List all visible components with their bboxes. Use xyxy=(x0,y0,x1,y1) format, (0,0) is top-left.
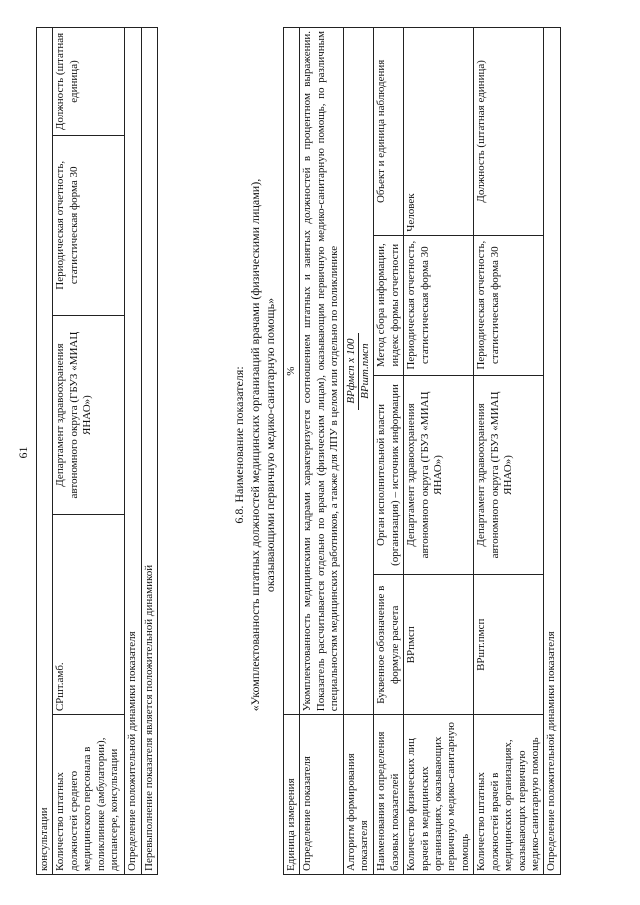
top-row-1-symbol: СРшт.амб. xyxy=(53,515,125,715)
table-row xyxy=(53,28,125,875)
table-row xyxy=(284,28,300,875)
row-b-object: Должность (штатная единица) xyxy=(474,28,544,236)
top-row-1-object: Должность (штатная единица) xyxy=(53,28,125,136)
table-row xyxy=(474,28,544,875)
unit-label: Единица измерения xyxy=(284,715,300,875)
header-symbol: Буквенное обозначение в формуле расчета xyxy=(374,575,404,715)
header-method: Метод сбора информации, индекс формы отчетности xyxy=(374,235,404,375)
unit-value: % xyxy=(284,28,300,715)
row-b-symbol: ВРшт.пмсп xyxy=(474,575,544,715)
row-a-name: Количество физических лиц врачей в медицинских организациях, оказывающих первичную медико-санитарную помощь xyxy=(404,715,474,875)
formula-denominator: ВРшт.пмсп xyxy=(359,343,372,399)
row-a-symbol: ВРпмсп xyxy=(404,575,474,715)
definition-label: Определение показателя xyxy=(300,715,343,875)
formula-numerator: ВРфмсп х 100 xyxy=(345,333,359,410)
heading-line-1: 6.8. Наименование показателя: xyxy=(232,366,246,524)
top-row-0-text: консультации xyxy=(37,28,53,875)
heading-line-2: «Укомплектованность штатных должностей медицинских организаций врачами (физическими лицами), xyxy=(247,178,262,712)
row-b-name: Количество штатных должностей врачей в медицинских организациях, оказывающих первичную медико-санитарную помощь xyxy=(474,715,544,875)
row-a-object: Человек xyxy=(404,28,474,236)
table-row xyxy=(343,28,374,875)
heading-line-3: оказывающими первичную медико-санитарную помощь» xyxy=(263,297,278,593)
main-table xyxy=(283,27,561,875)
header-name: Наименования и определения базовых показателей xyxy=(374,715,404,875)
header-object: Объект и единица наблюдения xyxy=(374,28,404,236)
table-row xyxy=(374,28,404,875)
table-row xyxy=(37,28,53,875)
row-a-method: Периодическая отчетность, статистическая форма 30 xyxy=(404,235,474,375)
top-row-1-name: Количество штатных должностей среднего медицинского персонала в поликлинике (амбулатории), диспансере, консультации xyxy=(53,715,125,875)
table-row xyxy=(125,28,141,875)
row-b-method: Периодическая отчетность, статистическая форма 30 xyxy=(474,235,544,375)
table-row xyxy=(300,28,343,875)
top-row-1-method: Периодическая отчетность, статистическая форма 30 xyxy=(53,135,125,315)
indicator-heading xyxy=(232,105,279,785)
table-row xyxy=(141,28,157,875)
row-a-source: Департамент здравоохранения автономного округа (ГБУЗ «МИАЦ ЯНАО») xyxy=(404,375,474,575)
algorithm-label: Алгоритм формирования показателя xyxy=(343,715,374,875)
row-b-source: Департамент здравоохранения автономного округа (ГБУЗ «МИАЦ ЯНАО») xyxy=(474,375,544,575)
top-row-2-text: Определение положительной динамики показателя xyxy=(125,28,141,875)
table-row xyxy=(544,28,560,875)
header-source: Орган исполнительной власти (организация) – источник информации xyxy=(374,375,404,575)
top-row-3-text: Перевыполнение показателя является положительной динамикой xyxy=(141,28,157,875)
formula xyxy=(343,28,374,715)
table-row xyxy=(404,28,474,875)
top-row-1-source: Департамент здравоохранения автономного округа (ГБУЗ «МИАЦ ЯНАО») xyxy=(53,315,125,515)
page-number: 61 xyxy=(16,446,30,459)
last-row-text: Определение положительной динамики показателя xyxy=(544,28,560,875)
top-table xyxy=(36,27,158,875)
definition-text: Укомплектованность медицинскими кадрами характеризуется соотношением штатных и занятых должностей в процентном выражении. Показатель рассчитывается отдельно по врачам (физическим лицам), оказывающим первичную медико-санитарную помощь, по различным специальностям медицинских работников, а также для ЛПУ в целом или отдельно по поликлинике xyxy=(300,28,343,715)
